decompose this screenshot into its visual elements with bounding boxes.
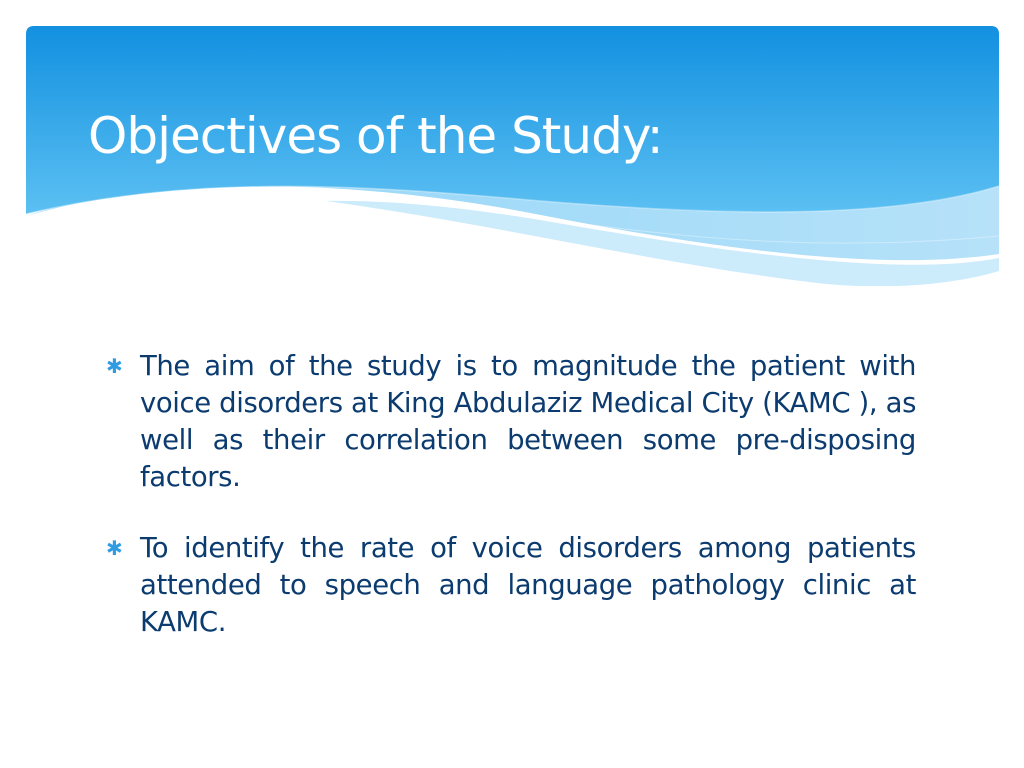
asterisk-icon: ✱ [106, 354, 123, 378]
bullet-text: To identify the rate of voice disorders among patients attended to speech and language pathology clinic at KAMC. [140, 532, 916, 638]
list-item [104, 348, 916, 496]
header-banner [26, 26, 999, 286]
bullet-list [104, 348, 916, 641]
bullet-text: The aim of the study is to magnitude the patient with voice disorders at King Abdulaziz Medical City (KAMC ), as well as their correlation between some pre-disposing factors. [140, 350, 916, 493]
asterisk-icon: ✱ [106, 536, 123, 560]
list-item [104, 530, 916, 641]
slide-title: Objectives of the Study: [88, 107, 663, 165]
